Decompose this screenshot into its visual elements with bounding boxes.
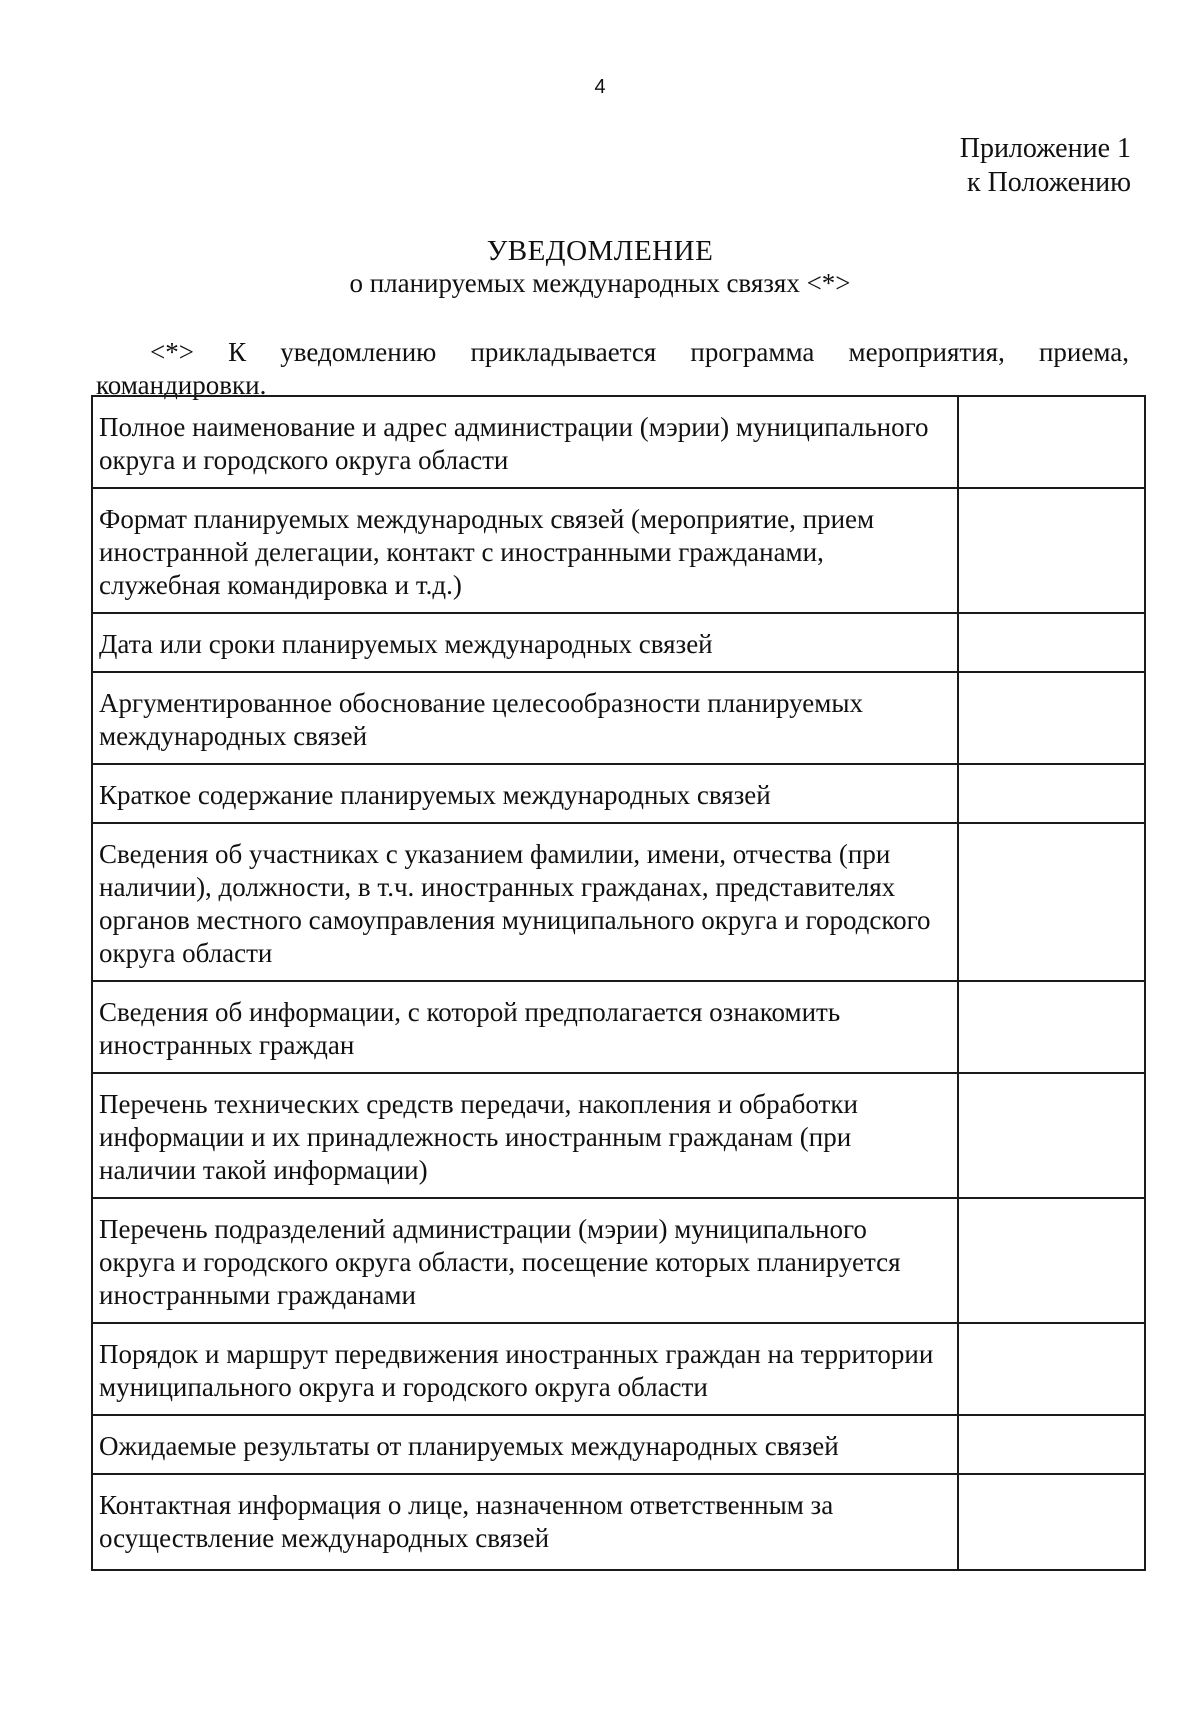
field-label: Полное наименование и адрес администрации (мэрии) муниципального округа и городского округа области <box>92 396 958 488</box>
document-title: УВЕДОМЛЕНИЕ <box>486 235 714 267</box>
appendix-line-1: Приложение 1 <box>959 133 1131 164</box>
field-value-cell[interactable] <box>958 613 1145 672</box>
table-row <box>92 764 1145 823</box>
field-label: Сведения об информации, с которой предполагается ознакомить иностранных граждан <box>92 981 958 1073</box>
field-value-cell[interactable] <box>958 396 1145 488</box>
field-value-cell[interactable] <box>958 488 1145 613</box>
field-value-cell[interactable] <box>958 981 1145 1073</box>
field-value-cell[interactable] <box>958 1415 1145 1474</box>
field-label: Контактная информация о лице, назначенном ответственным за осуществление международных связей <box>92 1474 958 1570</box>
field-label: Перечень подразделений администрации (мэрии) муниципального округа и городского округа области, посещение которых планируется иностранными гражданами <box>92 1198 958 1323</box>
table-row <box>92 1415 1145 1474</box>
field-value-cell[interactable] <box>958 764 1145 823</box>
table-row <box>92 1323 1145 1415</box>
document-subtitle: о планируемых международных связях <*> <box>349 268 851 298</box>
field-value-cell[interactable] <box>958 1474 1145 1570</box>
field-label: Сведения об участниках с указанием фамилии, имени, отчества (при наличии), должности, в т.ч. иностранных гражданах, представителях органов местного самоуправления муниципального округа и городского округа области <box>92 823 958 981</box>
table-row <box>92 613 1145 672</box>
table-row <box>92 1198 1145 1323</box>
field-label: Порядок и маршрут передвижения иностранных граждан на территории муниципального округа и городского округа области <box>92 1323 958 1415</box>
appendix-reference <box>960 132 1131 200</box>
field-label: Аргументированное обоснование целесообразности планируемых международных связей <box>92 672 958 764</box>
field-label: Перечень технических средств передачи, накопления и обработки информации и их принадлежность иностранным гражданам (при наличии такой информации) <box>92 1073 958 1198</box>
field-label: Ожидаемые результаты от планируемых международных связей <box>92 1415 958 1474</box>
table-row <box>92 488 1145 613</box>
page-number: 4 <box>594 76 606 98</box>
table-row <box>92 981 1145 1073</box>
field-label: Краткое содержание планируемых международных связей <box>92 764 958 823</box>
table-row <box>92 1073 1145 1198</box>
field-value-cell[interactable] <box>958 823 1145 981</box>
notification-form-table <box>91 395 1146 1571</box>
table-row <box>92 672 1145 764</box>
field-value-cell[interactable] <box>958 1198 1145 1323</box>
table-row <box>92 396 1145 488</box>
appendix-line-2: к Положению <box>966 167 1131 198</box>
table-row <box>92 823 1145 981</box>
table-row <box>92 1474 1145 1570</box>
field-value-cell[interactable] <box>958 1073 1145 1198</box>
field-value-cell[interactable] <box>958 672 1145 764</box>
field-value-cell[interactable] <box>958 1323 1145 1415</box>
field-label: Формат планируемых международных связей (мероприятие, прием иностранной делегации, контакт с иностранными гражданами, служебная командировка и т.д.) <box>92 488 958 613</box>
field-label: Дата или сроки планируемых международных связей <box>92 613 958 672</box>
footnote: <*> К уведомлению прикладывается программа мероприятия, приема, командировки. <box>96 337 1129 400</box>
